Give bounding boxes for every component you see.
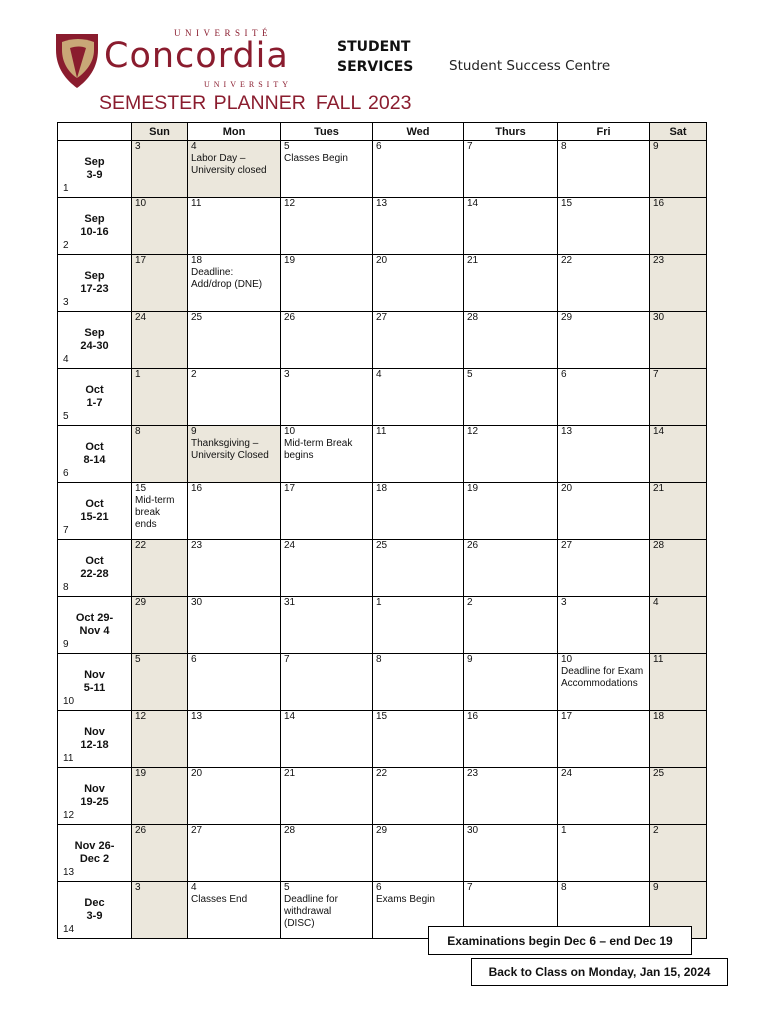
day-cell bbox=[558, 654, 650, 711]
day-number: 5 bbox=[284, 141, 290, 152]
day-number: 27 bbox=[376, 312, 388, 323]
day-cell bbox=[464, 198, 558, 255]
day-number: 15 bbox=[135, 483, 147, 494]
column-header: Mon bbox=[188, 123, 281, 141]
day-cell bbox=[188, 198, 281, 255]
day-cell bbox=[558, 768, 650, 825]
week-range: Oct 15-21 bbox=[80, 498, 109, 523]
day-event: Deadline: Add/drop (DNE) bbox=[191, 267, 263, 290]
day-event: Labor Day – University closed bbox=[191, 153, 267, 176]
week-row bbox=[58, 426, 707, 483]
week-row bbox=[58, 711, 707, 768]
week-number: 1 bbox=[63, 183, 69, 194]
student-services-heading bbox=[337, 37, 413, 77]
day-cell bbox=[464, 597, 558, 654]
day-number: 12 bbox=[135, 711, 147, 722]
day-number: 15 bbox=[376, 711, 388, 722]
day-cell bbox=[650, 426, 707, 483]
day-number: 5 bbox=[135, 654, 141, 665]
day-cell bbox=[188, 141, 281, 198]
day-cell bbox=[650, 825, 707, 882]
day-number: 2 bbox=[191, 369, 197, 380]
day-cell bbox=[373, 768, 464, 825]
column-header: Thurs bbox=[464, 123, 558, 141]
back-to-class-note: Back to Class on Monday, Jan 15, 2024 bbox=[471, 958, 728, 986]
day-cell bbox=[464, 654, 558, 711]
day-cell bbox=[188, 426, 281, 483]
week-label-cell bbox=[58, 540, 132, 597]
week-number: 3 bbox=[63, 297, 69, 308]
day-number: 4 bbox=[376, 369, 382, 380]
day-number: 14 bbox=[467, 198, 479, 209]
day-number: 9 bbox=[653, 141, 659, 152]
day-cell bbox=[188, 882, 281, 939]
day-cell bbox=[650, 369, 707, 426]
day-cell bbox=[281, 198, 373, 255]
week-label-cell bbox=[58, 882, 132, 939]
week-number: 8 bbox=[63, 582, 69, 593]
week-row bbox=[58, 312, 707, 369]
week-label-cell bbox=[58, 312, 132, 369]
day-number: 4 bbox=[191, 141, 197, 152]
week-label-cell bbox=[58, 483, 132, 540]
day-number: 19 bbox=[135, 768, 147, 779]
day-cell bbox=[650, 312, 707, 369]
week-number: 4 bbox=[63, 354, 69, 365]
day-event: Classes End bbox=[191, 894, 248, 905]
title-right: FALL 2023 bbox=[315, 92, 412, 114]
day-number: 12 bbox=[467, 426, 479, 437]
day-cell bbox=[373, 597, 464, 654]
shield-icon bbox=[54, 28, 100, 90]
logo-universite: UNIVERSITÉ bbox=[174, 28, 272, 38]
concordia-logo bbox=[54, 28, 304, 98]
week-row bbox=[58, 369, 707, 426]
day-number: 30 bbox=[653, 312, 665, 323]
day-cell bbox=[464, 711, 558, 768]
day-cell bbox=[650, 768, 707, 825]
week-number: 5 bbox=[63, 411, 69, 422]
day-number: 4 bbox=[653, 597, 659, 608]
day-cell bbox=[373, 483, 464, 540]
exam-period-note: Examinations begin Dec 6 – end Dec 19 bbox=[428, 926, 692, 955]
calendar-header-row bbox=[58, 123, 707, 141]
day-cell bbox=[464, 825, 558, 882]
day-event: Exams Begin bbox=[376, 894, 435, 905]
day-number: 31 bbox=[284, 597, 296, 608]
day-cell bbox=[373, 825, 464, 882]
day-event: Deadline for withdrawal (DISC) bbox=[284, 894, 338, 929]
week-row bbox=[58, 141, 707, 198]
day-number: 1 bbox=[135, 369, 141, 380]
day-number: 14 bbox=[284, 711, 296, 722]
week-range: Dec 3-9 bbox=[84, 897, 105, 922]
day-number: 24 bbox=[135, 312, 147, 323]
day-number: 7 bbox=[467, 141, 473, 152]
day-number: 13 bbox=[191, 711, 203, 722]
day-cell bbox=[188, 825, 281, 882]
day-number: 30 bbox=[467, 825, 479, 836]
day-cell bbox=[650, 198, 707, 255]
day-number: 7 bbox=[284, 654, 290, 665]
day-number: 11 bbox=[376, 426, 387, 437]
day-cell bbox=[188, 312, 281, 369]
day-number: 27 bbox=[191, 825, 203, 836]
week-row bbox=[58, 597, 707, 654]
day-cell bbox=[132, 198, 188, 255]
column-header: Wed bbox=[373, 123, 464, 141]
day-cell bbox=[281, 312, 373, 369]
day-cell bbox=[373, 654, 464, 711]
week-range: Nov 26- Dec 2 bbox=[74, 840, 115, 865]
day-cell bbox=[132, 312, 188, 369]
day-number: 23 bbox=[467, 768, 479, 779]
day-number: 2 bbox=[467, 597, 473, 608]
week-row bbox=[58, 825, 707, 882]
day-cell bbox=[650, 597, 707, 654]
day-number: 4 bbox=[191, 882, 197, 893]
week-range: Oct 22-28 bbox=[80, 555, 109, 580]
day-number: 15 bbox=[561, 198, 573, 209]
week-range: Oct 8-14 bbox=[83, 441, 106, 466]
week-row bbox=[58, 483, 707, 540]
day-cell bbox=[650, 711, 707, 768]
department-name: Student Success Centre bbox=[449, 58, 611, 74]
day-number: 10 bbox=[284, 426, 296, 437]
day-number: 9 bbox=[467, 654, 473, 665]
day-number: 11 bbox=[653, 654, 664, 665]
day-cell bbox=[650, 255, 707, 312]
day-number: 1 bbox=[561, 825, 567, 836]
day-number: 7 bbox=[467, 882, 473, 893]
week-number: 2 bbox=[63, 240, 69, 251]
day-number: 6 bbox=[376, 141, 382, 152]
day-number: 20 bbox=[376, 255, 388, 266]
day-cell bbox=[650, 540, 707, 597]
week-row bbox=[58, 540, 707, 597]
day-number: 3 bbox=[284, 369, 290, 380]
day-cell bbox=[132, 141, 188, 198]
week-number: 9 bbox=[63, 639, 69, 650]
column-header: Tues bbox=[281, 123, 373, 141]
day-cell bbox=[132, 654, 188, 711]
day-cell bbox=[132, 825, 188, 882]
week-row bbox=[58, 255, 707, 312]
student-services-line2: SERVICES bbox=[337, 59, 414, 75]
day-number: 21 bbox=[653, 483, 665, 494]
week-label-cell bbox=[58, 198, 132, 255]
day-cell bbox=[281, 369, 373, 426]
day-cell bbox=[464, 369, 558, 426]
day-cell bbox=[188, 654, 281, 711]
day-number: 1 bbox=[376, 597, 382, 608]
day-cell bbox=[373, 426, 464, 483]
day-number: 6 bbox=[376, 882, 382, 893]
week-label-cell bbox=[58, 255, 132, 312]
day-cell bbox=[650, 483, 707, 540]
day-cell bbox=[464, 312, 558, 369]
day-number: 24 bbox=[284, 540, 296, 551]
day-cell bbox=[188, 711, 281, 768]
day-event: Mid-term break ends bbox=[135, 495, 175, 530]
day-cell bbox=[281, 426, 373, 483]
student-services-line1: STUDENT bbox=[337, 39, 411, 55]
day-cell bbox=[132, 483, 188, 540]
day-cell bbox=[281, 882, 373, 939]
week-number: 12 bbox=[63, 810, 75, 821]
column-header bbox=[58, 123, 132, 141]
page-title bbox=[99, 92, 411, 115]
day-number: 8 bbox=[135, 426, 141, 437]
day-number: 6 bbox=[561, 369, 567, 380]
week-number: 6 bbox=[63, 468, 69, 479]
day-number: 3 bbox=[561, 597, 567, 608]
day-number: 11 bbox=[191, 198, 202, 209]
day-number: 8 bbox=[561, 141, 567, 152]
day-cell bbox=[558, 540, 650, 597]
week-row bbox=[58, 654, 707, 711]
day-number: 25 bbox=[191, 312, 203, 323]
week-row bbox=[58, 768, 707, 825]
day-number: 9 bbox=[191, 426, 197, 437]
day-number: 17 bbox=[135, 255, 147, 266]
day-cell bbox=[373, 198, 464, 255]
day-cell bbox=[558, 198, 650, 255]
week-label-cell bbox=[58, 141, 132, 198]
day-number: 29 bbox=[376, 825, 388, 836]
day-number: 5 bbox=[284, 882, 290, 893]
day-number: 19 bbox=[467, 483, 479, 494]
day-cell bbox=[188, 255, 281, 312]
day-number: 10 bbox=[135, 198, 147, 209]
day-number: 23 bbox=[191, 540, 203, 551]
day-number: 5 bbox=[467, 369, 473, 380]
day-cell bbox=[281, 255, 373, 312]
week-number: 10 bbox=[63, 696, 75, 707]
day-cell bbox=[132, 711, 188, 768]
week-range: Sep 3-9 bbox=[84, 156, 105, 181]
day-cell bbox=[132, 255, 188, 312]
day-number: 18 bbox=[653, 711, 665, 722]
day-number: 29 bbox=[135, 597, 147, 608]
day-cell bbox=[558, 141, 650, 198]
day-number: 25 bbox=[376, 540, 388, 551]
day-number: 28 bbox=[467, 312, 479, 323]
column-header: Sun bbox=[132, 123, 188, 141]
day-number: 22 bbox=[561, 255, 573, 266]
day-number: 17 bbox=[561, 711, 573, 722]
day-number: 23 bbox=[653, 255, 665, 266]
day-cell bbox=[373, 711, 464, 768]
day-cell bbox=[558, 255, 650, 312]
day-cell bbox=[464, 540, 558, 597]
day-number: 12 bbox=[284, 198, 296, 209]
column-header: Fri bbox=[558, 123, 650, 141]
day-cell bbox=[650, 141, 707, 198]
day-cell bbox=[373, 369, 464, 426]
week-label-cell bbox=[58, 768, 132, 825]
day-number: 3 bbox=[135, 141, 141, 152]
logo-concordia: Concordia bbox=[104, 36, 289, 76]
day-cell bbox=[558, 426, 650, 483]
day-cell bbox=[281, 483, 373, 540]
semester-calendar bbox=[57, 122, 707, 939]
day-number: 13 bbox=[561, 426, 573, 437]
week-label-cell bbox=[58, 597, 132, 654]
day-number: 21 bbox=[284, 768, 296, 779]
day-number: 18 bbox=[376, 483, 388, 494]
day-number: 21 bbox=[467, 255, 479, 266]
day-cell bbox=[281, 711, 373, 768]
day-cell bbox=[132, 597, 188, 654]
day-event: Mid-term Break begins bbox=[284, 438, 353, 461]
week-range: Sep 17-23 bbox=[80, 270, 109, 295]
week-number: 14 bbox=[63, 924, 75, 935]
day-cell bbox=[558, 312, 650, 369]
day-number: 26 bbox=[135, 825, 147, 836]
day-cell bbox=[132, 369, 188, 426]
day-number: 26 bbox=[284, 312, 296, 323]
day-number: 7 bbox=[653, 369, 659, 380]
day-number: 19 bbox=[284, 255, 296, 266]
day-cell bbox=[464, 483, 558, 540]
day-number: 24 bbox=[561, 768, 573, 779]
week-range: Nov 5-11 bbox=[83, 669, 106, 694]
day-cell bbox=[373, 255, 464, 312]
calendar-body bbox=[58, 141, 707, 939]
day-cell bbox=[650, 654, 707, 711]
week-range: Nov 12-18 bbox=[80, 726, 109, 751]
day-number: 22 bbox=[376, 768, 388, 779]
day-number: 3 bbox=[135, 882, 141, 893]
day-number: 9 bbox=[653, 882, 659, 893]
day-cell bbox=[281, 597, 373, 654]
week-range: Sep 24-30 bbox=[80, 327, 109, 352]
day-cell bbox=[373, 312, 464, 369]
day-cell bbox=[373, 540, 464, 597]
day-number: 13 bbox=[376, 198, 388, 209]
day-cell bbox=[281, 141, 373, 198]
day-cell bbox=[188, 597, 281, 654]
day-number: 28 bbox=[284, 825, 296, 836]
day-number: 22 bbox=[135, 540, 147, 551]
week-number: 7 bbox=[63, 525, 69, 536]
day-cell bbox=[132, 540, 188, 597]
day-number: 30 bbox=[191, 597, 203, 608]
day-number: 27 bbox=[561, 540, 573, 551]
week-range: Sep 10-16 bbox=[80, 213, 109, 238]
day-number: 16 bbox=[467, 711, 479, 722]
day-cell bbox=[281, 654, 373, 711]
day-cell bbox=[132, 882, 188, 939]
day-number: 28 bbox=[653, 540, 665, 551]
day-number: 16 bbox=[191, 483, 203, 494]
logo-university: UNIVERSITY bbox=[204, 80, 292, 89]
day-cell bbox=[464, 768, 558, 825]
week-label-cell bbox=[58, 711, 132, 768]
day-cell bbox=[188, 540, 281, 597]
day-number: 16 bbox=[653, 198, 665, 209]
day-number: 8 bbox=[561, 882, 567, 893]
day-cell bbox=[132, 426, 188, 483]
day-event: Classes Begin bbox=[284, 153, 348, 164]
day-cell bbox=[558, 597, 650, 654]
day-number: 10 bbox=[561, 654, 573, 665]
day-number: 14 bbox=[653, 426, 665, 437]
day-number: 26 bbox=[467, 540, 479, 551]
week-label-cell bbox=[58, 654, 132, 711]
day-cell bbox=[373, 141, 464, 198]
day-number: 18 bbox=[191, 255, 203, 266]
week-label-cell bbox=[58, 825, 132, 882]
day-number: 29 bbox=[561, 312, 573, 323]
day-cell bbox=[464, 426, 558, 483]
week-number: 11 bbox=[63, 753, 74, 764]
day-cell bbox=[558, 369, 650, 426]
week-range: Nov 19-25 bbox=[80, 783, 109, 808]
day-number: 8 bbox=[376, 654, 382, 665]
day-number: 6 bbox=[191, 654, 197, 665]
title-left: SEMESTER PLANNER bbox=[99, 92, 306, 114]
day-cell bbox=[188, 483, 281, 540]
day-cell bbox=[188, 768, 281, 825]
day-number: 20 bbox=[561, 483, 573, 494]
day-cell bbox=[464, 255, 558, 312]
day-cell bbox=[132, 768, 188, 825]
day-cell bbox=[188, 369, 281, 426]
day-number: 25 bbox=[653, 768, 665, 779]
day-cell bbox=[558, 711, 650, 768]
day-event: Deadline for Exam Accommodations bbox=[561, 666, 644, 689]
day-number: 2 bbox=[653, 825, 659, 836]
day-cell bbox=[281, 768, 373, 825]
day-cell bbox=[558, 825, 650, 882]
column-header: Sat bbox=[650, 123, 707, 141]
day-cell bbox=[558, 483, 650, 540]
day-event: Thanksgiving – University Closed bbox=[191, 438, 269, 461]
week-range: Oct 29- Nov 4 bbox=[75, 612, 114, 637]
week-label-cell bbox=[58, 369, 132, 426]
week-label-cell bbox=[58, 426, 132, 483]
day-number: 20 bbox=[191, 768, 203, 779]
day-number: 17 bbox=[284, 483, 296, 494]
day-cell bbox=[281, 540, 373, 597]
week-number: 13 bbox=[63, 867, 75, 878]
week-row bbox=[58, 198, 707, 255]
week-range: Oct 1-7 bbox=[85, 384, 104, 409]
day-cell bbox=[464, 141, 558, 198]
day-cell bbox=[281, 825, 373, 882]
